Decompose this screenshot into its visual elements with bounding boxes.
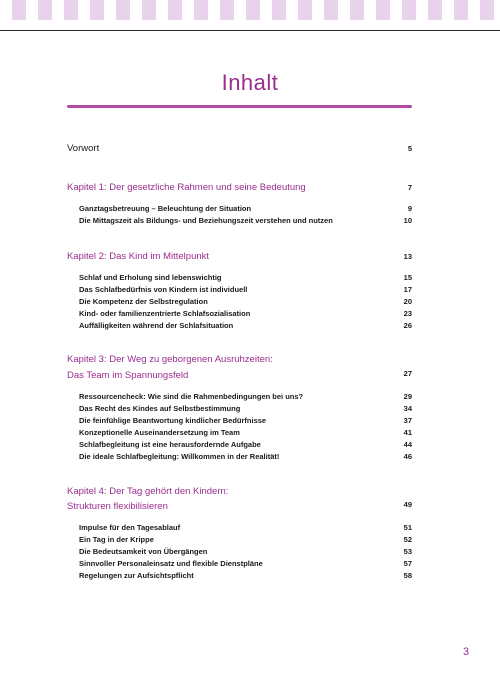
section-page: 26 xyxy=(403,321,412,330)
section-page: 58 xyxy=(403,571,412,580)
chapter-title-line: Kapitel 3: Der Weg zu geborgenen Ausruhzeiten: xyxy=(67,354,273,365)
section-label: Ein Tag in der Krippe xyxy=(79,535,154,544)
toc-chapter-1[interactable] xyxy=(67,181,412,194)
toc-section[interactable] xyxy=(79,308,412,320)
toc-section[interactable] xyxy=(79,284,412,296)
section-label: Sinnvoller Personaleinsatz und flexible Dienstpläne xyxy=(79,559,263,568)
chapter-title xyxy=(67,485,228,513)
chapter-page: 13 xyxy=(403,252,412,261)
toc-chapter-2[interactable] xyxy=(67,250,412,263)
section-label: Die feinfühlige Beantwortung kindlicher Bedürfnisse xyxy=(79,416,267,425)
section-page: 17 xyxy=(403,285,412,294)
section-page: 15 xyxy=(403,273,412,282)
section-label: Die ideale Schlafbegleitung: Willkommen in der Realität! xyxy=(79,452,280,461)
toc-chapter-4[interactable] xyxy=(67,485,412,513)
chapter-title-line: Kapitel 2: Das Kind im Mittelpunkt xyxy=(67,251,210,262)
chapter-page: 49 xyxy=(403,500,412,509)
section-label: Das Recht des Kindes auf Selbstbestimmung xyxy=(79,404,241,413)
chapter-page: 7 xyxy=(407,183,412,192)
section-page: 41 xyxy=(403,428,412,437)
chapter-title xyxy=(67,181,306,194)
toc-section[interactable] xyxy=(79,451,412,463)
chapter-page: 27 xyxy=(403,369,412,378)
toc-section[interactable] xyxy=(79,415,412,427)
section-label: Die Bedeutsamkeit von Übergängen xyxy=(79,547,208,556)
page-number: 3 xyxy=(463,646,470,658)
section-label: Kind- oder familienzentrierte Schlafsozialisation xyxy=(79,309,251,318)
section-label: Impulse für den Tagesablauf xyxy=(79,523,181,532)
toc-entry-page: 5 xyxy=(407,144,412,153)
toc-section[interactable] xyxy=(79,558,412,570)
toc-entry-preface[interactable] xyxy=(67,143,412,154)
section-page: 44 xyxy=(403,440,412,449)
section-label: Konzeptionelle Auseinandersetzung im Team xyxy=(79,428,240,437)
section-label: Auffälligkeiten während der Schlafsituation xyxy=(79,321,234,330)
section-label: Ganztagsbetreuung – Beleuchtung der Situation xyxy=(79,204,252,213)
table-of-contents xyxy=(67,143,412,582)
chapter-title xyxy=(67,250,209,263)
section-page: 52 xyxy=(403,535,412,544)
section-page: 29 xyxy=(403,392,412,401)
toc-section[interactable] xyxy=(79,427,412,439)
section-label: Ressourcencheck: Wie sind die Rahmenbedingungen bei uns? xyxy=(79,392,304,401)
header-rule xyxy=(0,30,500,31)
section-page: 10 xyxy=(403,216,412,225)
section-page: 51 xyxy=(403,523,412,532)
chapter-title-line: Strukturen flexibilisieren xyxy=(67,501,168,512)
section-label: Regelungen zur Aufsichtspflicht xyxy=(79,571,194,580)
section-label: Die Kompetenz der Selbstregulation xyxy=(79,297,208,306)
section-label: Das Schlafbedürfnis von Kindern ist individuell xyxy=(79,285,248,294)
section-page: 46 xyxy=(403,452,412,461)
chapter-title-line: Kapitel 4: Der Tag gehört den Kindern: xyxy=(67,486,229,497)
section-page: 34 xyxy=(403,404,412,413)
toc-section[interactable] xyxy=(79,320,412,332)
section-label: Die Mittagszeit als Bildungs- und Beziehungszeit verstehen und nutzen xyxy=(79,216,333,225)
page-title: Inhalt xyxy=(221,70,279,95)
toc-section[interactable] xyxy=(79,522,412,534)
chapter-title-line: Kapitel 1: Der gesetzliche Rahmen und seine Bedeutung xyxy=(67,182,306,193)
decorative-stripes xyxy=(0,0,500,20)
chapter-title-line: Das Team im Spannungsfeld xyxy=(67,370,189,381)
toc-section[interactable] xyxy=(79,570,412,582)
toc-section[interactable] xyxy=(79,403,412,415)
section-page: 57 xyxy=(403,559,412,568)
chapter-title xyxy=(67,353,273,382)
toc-section[interactable] xyxy=(79,272,412,284)
section-label: Schlafbegleitung ist eine herausfordernde Aufgabe xyxy=(79,440,261,449)
toc-section[interactable] xyxy=(79,296,412,308)
toc-section[interactable] xyxy=(79,203,412,215)
toc-section[interactable] xyxy=(79,391,412,403)
section-page: 20 xyxy=(403,297,412,306)
section-page: 9 xyxy=(407,204,412,213)
section-label: Schlaf und Erholung sind lebenswichtig xyxy=(79,273,222,282)
toc-section[interactable] xyxy=(79,439,412,451)
toc-section[interactable] xyxy=(79,215,412,227)
toc-section[interactable] xyxy=(79,546,412,558)
toc-chapter-3[interactable] xyxy=(67,353,412,382)
section-page: 53 xyxy=(403,547,412,556)
section-page: 23 xyxy=(403,309,412,318)
title-underline xyxy=(67,105,412,108)
section-page: 37 xyxy=(403,416,412,425)
toc-section[interactable] xyxy=(79,534,412,546)
toc-entry-label: Vorwort xyxy=(67,143,100,154)
